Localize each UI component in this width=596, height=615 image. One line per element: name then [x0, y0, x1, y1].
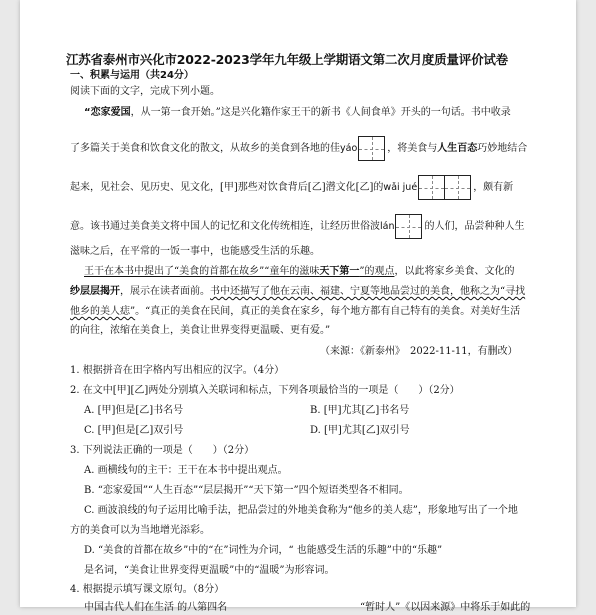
- q4-line-cut-1: 中国古代人们在生活 的八第四名: [84, 602, 228, 613]
- wavy-underlined-sentence-end: 他乡的美人痣”: [70, 306, 136, 317]
- passage-line-8: [70, 305, 520, 319]
- tianzige-box[interactable]: [358, 136, 385, 161]
- source-citation: （来源：《新泰州》 2022-11-11，有删改）: [320, 346, 518, 357]
- question-1: 1. 根据拼音在田字格内写出相应的汉字。（4分）: [70, 365, 285, 376]
- question-2: 2. 在文中[甲][乙]两处分别填入关联词和标点，下列各项最恰当的一项是（ ）（2分）: [70, 385, 460, 396]
- passage-text: 。“真正的美食在民间，真正的美食在家乡，每个地方都有自己特有的美食。对美好生活: [135, 306, 521, 317]
- pinyin-wajue: wǎi jué: [383, 182, 418, 193]
- pinyin-lan: lán: [380, 221, 395, 232]
- passage-text: ”的观点: [359, 266, 395, 277]
- q3-option-d-cont: 是名词，“美食让世界变得更温暖”中的“温暖”为形容词。: [84, 565, 335, 576]
- passage-line-4: [70, 214, 524, 239]
- wavy-underlined-sentence: 书中还描写了他在云南、福建、宁夏等地品尝过的美食，他称之为“寻找: [210, 286, 526, 297]
- q3-option-d[interactable]: D. “美食的首都在故乡”中的“在”词性为介词，“ 也能感受生活的乐趣”中的“乐趣”: [84, 545, 443, 556]
- passage-text: 巧妙地结合: [477, 143, 528, 154]
- q2-option-c[interactable]: C. [甲]但是[乙]双引号: [84, 425, 184, 436]
- tianzige-box[interactable]: [418, 175, 445, 200]
- passage-line-2: [70, 136, 527, 161]
- q2-option-b[interactable]: B. [甲]尤其[乙]书名号: [310, 405, 410, 416]
- pinyin-yao: yáo: [340, 143, 358, 154]
- tianzige-box-group-1[interactable]: [359, 136, 385, 161]
- tianzige-box[interactable]: [444, 175, 471, 200]
- q3-option-a[interactable]: A. 画横线句的主干：王干在本书中提出观点。: [84, 465, 288, 476]
- passage-line-7: [70, 285, 525, 299]
- instruction-text: 阅读下面的文字，完成下列小题。: [70, 86, 220, 97]
- passage-text: 了多篇关于美食和饮食文化的散文，从故乡的美食到各地的佳: [70, 143, 340, 154]
- underlined-sentence: [84, 266, 394, 277]
- passage-text: ，展示在读者面前。: [120, 286, 210, 297]
- q2-option-d[interactable]: D. [甲]尤其[乙]双引号: [310, 425, 410, 436]
- tianzige-box-group-3[interactable]: [396, 214, 422, 239]
- passage-line-6: [84, 265, 514, 279]
- passage-text: ，颇有新: [473, 182, 514, 193]
- question-3: 3. 下列说法正确的一项是（ ）（2分）: [70, 445, 255, 456]
- passage-line-9: 的向往，浓缩在美食上，美食让世界变得更温暖、更有爱。”: [70, 325, 331, 336]
- passage-line-3: [70, 175, 513, 200]
- phrase-lianjia-aiguo: “恋家爱国: [84, 107, 131, 118]
- section-heading: 一、积累与运用（共24分）: [70, 70, 194, 81]
- document-title: 江苏省泰州市兴化市2022-2023学年九年级上学期语文第二次月度质量评价试卷: [66, 52, 508, 67]
- tianzige-box[interactable]: [395, 214, 422, 239]
- passage-line-5: 滋味之后，在平常的一饭一事中，也能感受生活的乐趣。: [70, 246, 320, 257]
- phrase-cengceng-jiekai: 纱层层揭开: [70, 286, 120, 297]
- passage-text: ，将美食与: [387, 143, 438, 154]
- tianzige-box-group-2[interactable]: [419, 175, 471, 200]
- q2-option-a[interactable]: A. [甲]但是[乙]书名号: [84, 405, 184, 416]
- question-4: 4. 根据提示填写课文原句。（8分）: [70, 584, 225, 595]
- q3-option-c[interactable]: C. 画波浪线的句子运用比喻手法，把品尝过的外地美食称为“他乡的美人痣”，形象地写出了一个地: [84, 505, 518, 516]
- passage-text: 王干在本书中提出了“美食的首都在故乡”“童年的滋味: [84, 266, 320, 277]
- document-page: [20, 0, 576, 613]
- passage-text: ，从一第一食开始。”这是兴化籍作家王干的新书《人间食单》开头的一句话。书中收录: [130, 107, 511, 118]
- q3-option-b[interactable]: B. “恋家爱国”“人生百态”“层层揭开”“天下第一”四个短语类型各不相同。: [84, 485, 409, 496]
- passage-text: ，以此将家乡美食、文化的: [394, 266, 515, 277]
- q4-line-cut-2: “暂时人”《以因来源》中将乐于如此的: [360, 602, 531, 613]
- passage-text: 起来，见社会、见历史、见文化，[甲]那些对饮食背后[乙]潜文化[乙]的: [70, 182, 384, 193]
- passage-text: 的人们，品尝种种人生: [424, 221, 525, 232]
- q3-option-c-cont: 方的美食可以为当地增光添彩。: [70, 525, 210, 536]
- phrase-rensheng-baitai: 人生百态: [437, 143, 478, 154]
- passage-text: 意。该书通过美食美文将中国人的记忆和文化传统相连，让经历世俗波: [70, 221, 380, 232]
- passage-line-1: [84, 106, 511, 120]
- phrase-tianxia-diyi: 天下第一: [319, 266, 360, 277]
